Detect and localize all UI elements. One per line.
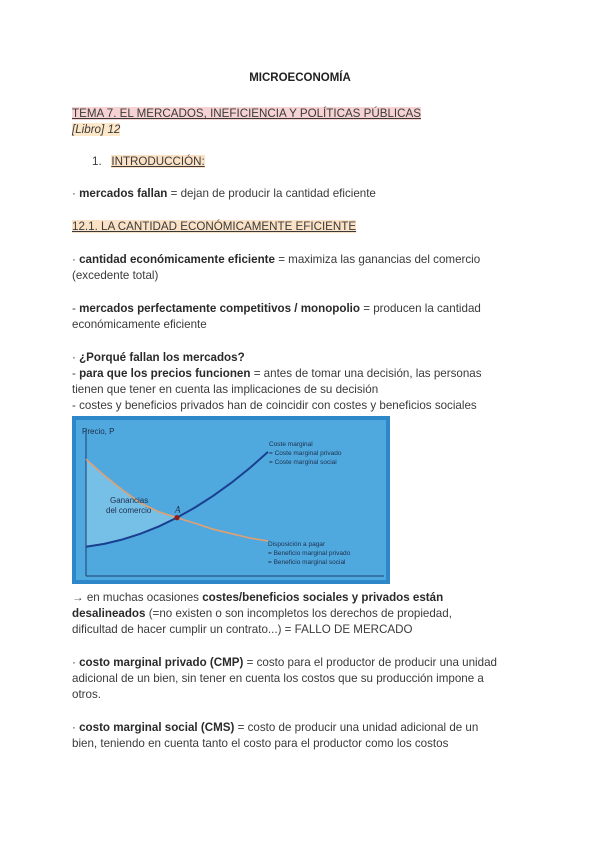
- topic-heading: [72, 106, 421, 123]
- paragraph-cmp: · costo marginal privado (CMP) = costo para el productor de producir una unidad: [72, 656, 497, 669]
- intro-heading: [92, 154, 205, 171]
- definition-mercados-fallan: = dejan de producir la cantidad eficiente: [167, 187, 376, 200]
- term-mercados-fallan: mercados fallan: [79, 187, 168, 200]
- paragraph-cmp-line2: adicional de un bien, sin tener en cuenta los costos que su producción impone a: [72, 672, 484, 685]
- chart-svg: [72, 416, 390, 584]
- definition-cantidad-eficiente: = maximiza las ganancias del comercio: [274, 253, 481, 266]
- paragraph-cantidad-eficiente: · cantidad económicamente eficiente = maximiza las ganancias del comercio: [72, 253, 481, 266]
- question-text: ¿Porqué fallan los mercados?: [79, 351, 245, 364]
- desalineados-detail: (=no existen o son incompletos los derechos de propiedad,: [145, 607, 452, 620]
- legend-cm-3: = Coste marginal social: [269, 459, 337, 466]
- term-cmp: costo marginal privado (CMP): [79, 656, 244, 669]
- legend-cm-1: Coste marginal: [269, 441, 313, 448]
- surplus-label-1: Ganancias: [110, 496, 149, 505]
- book-reference: [72, 122, 120, 139]
- term-precios: para que los precios funcionen: [79, 367, 251, 380]
- legend-dp-3: = Beneficio marginal social: [268, 559, 346, 566]
- paragraph-cmp-line3: otros.: [72, 688, 101, 701]
- intro-number: 1.: [92, 155, 102, 168]
- topic-heading-text: TEMA 7. EL MERCADOS, INEFICIENCIA Y POLÍTICAS PÚBLICAS: [72, 107, 421, 120]
- y-axis-label: Precio, P: [82, 427, 115, 436]
- paragraph-desalineados: [72, 590, 443, 607]
- paragraph-mercados-competitivos: - mercados perfectamente competitivos / monopolio = producen la cantidad: [72, 302, 481, 315]
- legend-cm-2: = Coste marginal privado: [269, 450, 342, 457]
- surplus-label-2: del comercio: [106, 506, 152, 515]
- term-cms: costo marginal social (CMS): [79, 721, 235, 734]
- page-title: MICROECONOMÍA: [249, 72, 351, 84]
- paragraph-costes-beneficios: - costes y beneficios privados han de coincidir con costes y beneficios sociales: [72, 399, 477, 412]
- paragraph-cms-line2: bien, teniendo en cuenta tanto el costo para el productor como los costos: [72, 737, 449, 750]
- desalineados-prefix: → en muchas ocasiones: [72, 591, 203, 604]
- section-heading-text: 12.1. LA CANTIDAD ECONÓMICAMENTE EFICIENTE: [72, 220, 357, 233]
- book-reference-text: [Libro] 12: [72, 123, 121, 136]
- term-desalineados: desalineados: [72, 607, 146, 620]
- paragraph-mercados-fallan: · mercados fallan = dejan de producir la cantidad eficiente: [72, 187, 376, 200]
- paragraph-precios: - para que los precios funcionen = antes de tomar una decisión, las personas: [72, 367, 482, 380]
- term-cantidad-eficiente: cantidad económicamente eficiente: [79, 253, 275, 266]
- term-mercados-competitivos: mercados perfectamente competitivos / monopolio: [79, 302, 360, 315]
- question-line: · ¿Porqué fallan los mercados?: [72, 351, 245, 364]
- definition-cms: = costo de producir una unidad adicional de un: [234, 721, 479, 734]
- paragraph-mercados-competitivos-line2: económicamente eficiente: [72, 318, 207, 331]
- equilibrium-label: A: [175, 504, 181, 515]
- term-costes-beneficios: costes/beneficios sociales y privados están: [202, 591, 444, 604]
- paragraph-precios-line2: tienen que tener en cuenta las implicaciones de su decisión: [72, 383, 379, 396]
- chart-figure: [72, 416, 390, 584]
- definition-precios: = antes de tomar una decisión, las personas: [250, 367, 482, 380]
- legend-dp-1: Disposición a pagar: [268, 541, 326, 548]
- paragraph-cantidad-eficiente-line2: (excedente total): [72, 269, 159, 282]
- paragraph-cms: · costo marginal social (CMS) = costo de producir una unidad adicional de un: [72, 721, 479, 734]
- legend-dp-2: = Beneficio marginal privado: [268, 550, 351, 557]
- intro-heading-text: INTRODUCCIÓN:: [111, 155, 205, 168]
- paragraph-desalineados-line3: dificultad de hacer cumplir un contrato...) = FALLO DE MERCADO: [72, 623, 413, 636]
- definition-cmp: = costo para el productor de producir una unidad: [243, 656, 497, 669]
- section-heading: [72, 219, 356, 236]
- equilibrium-point: [174, 515, 179, 520]
- definition-mercados-competitivos: = producen la cantidad: [359, 302, 481, 315]
- paragraph-desalineados-line2: [72, 606, 452, 623]
